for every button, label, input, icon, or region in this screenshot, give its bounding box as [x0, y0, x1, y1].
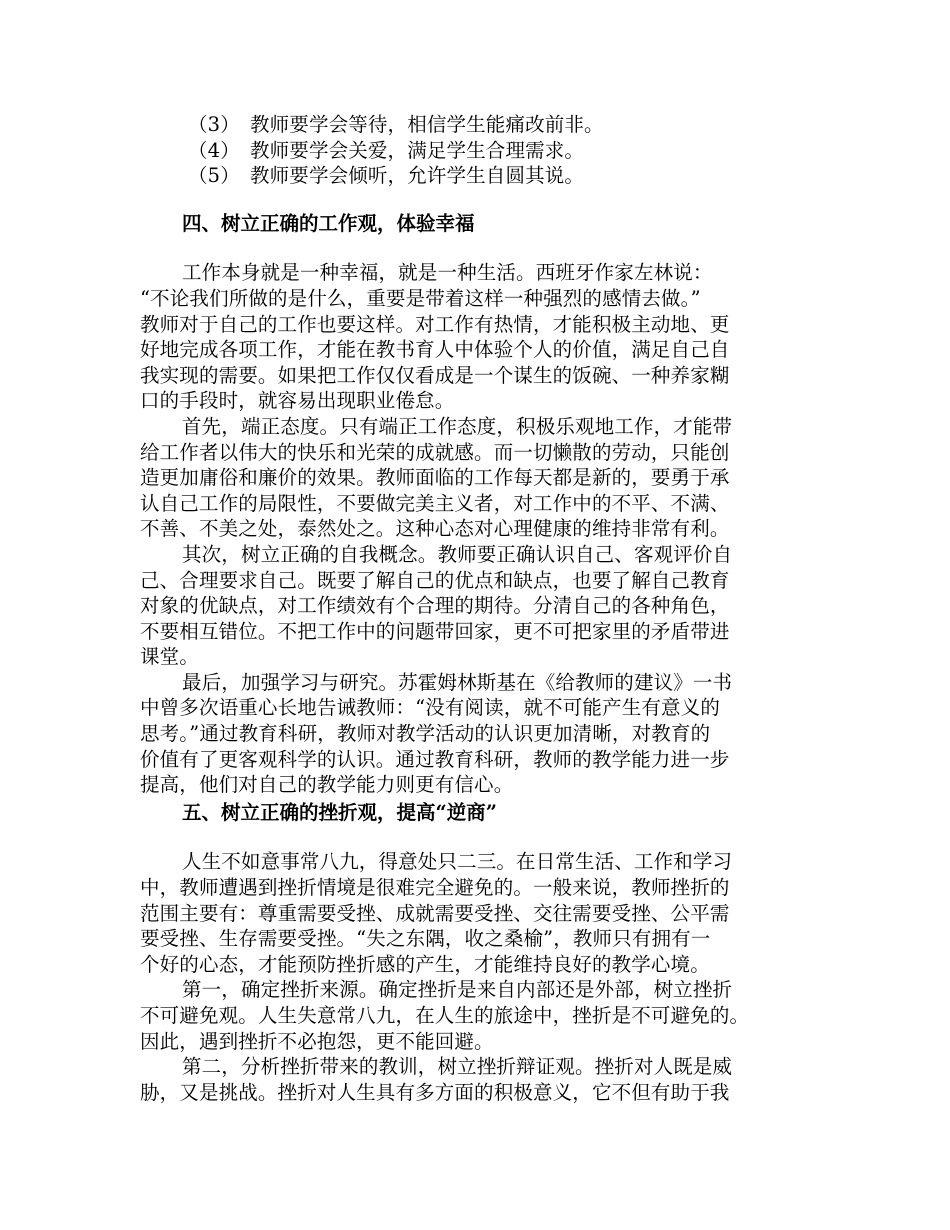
list-text: 教师要学会关爱，满足学生合理需求。: [250, 138, 585, 162]
paragraph-line: 要受挫、生存需要受挫。“失之东隅，收之桑榆”，教师只有拥有一: [140, 927, 711, 951]
paragraph-line: 第一，确定挫折来源。确定挫折是来自内部还是外部，树立挫折: [182, 978, 733, 1002]
paragraph-line: 最后，加强学习与研究。苏霍姆林斯基在《给教师的建议》一书: [182, 670, 733, 694]
section-heading-5: 五、树立正确的挫折观，提高“逆商”: [182, 800, 497, 824]
section-heading-4: 四、树立正确的工作观，体验幸福: [182, 211, 475, 235]
paragraph-line: 个好的心态，才能预防挫折感的产生，才能维持良好的教学心境。: [140, 952, 710, 976]
paragraph-line: 造更加庸俗和廉价的效果。教师面临的工作每天都是新的，要勇于承: [140, 466, 730, 490]
list-number: （3）: [188, 113, 240, 136]
paragraph-line: 教师对于自己的工作也要这样。对工作有热情，才能积极主动地、更: [140, 312, 730, 336]
paragraph-line: 范围主要有：尊重需要受挫、成就需要受挫、交往需要受挫、公平需: [140, 901, 730, 925]
list-number: （4）: [188, 138, 240, 162]
paragraph-line: 因此，遇到挫折不必抱怨，更不能回避。: [140, 1029, 494, 1053]
paragraph-line: 中，教师遭遇到挫折情境是很难完全避免的。一般来说，教师挫折的: [140, 876, 730, 900]
paragraph-line: 第二，分析挫折带来的教训，树立挫折辩证观。挫折对人既是威: [182, 1055, 733, 1079]
paragraph-line: 不可避免观。人生失意常八九，在人生的旅途中，挫折是不可避免的。: [140, 1004, 750, 1027]
paragraph-line: 不要相互错位。不把工作中的问题带回家，更不可把家里的矛盾带进: [140, 619, 730, 643]
paragraph-line: 其次，树立正确的自我概念。教师要正确认识自己、客观评价自: [182, 542, 733, 566]
paragraph-line: “不论我们所做的是什么，重要是带着这样一种强烈的感情去做。”: [140, 286, 701, 310]
paragraph: [140, 849, 800, 977]
list-item: [140, 112, 800, 138]
paragraph-line: 好地完成各项工作，才能在教书育人中体验个人的价值，满足自己自: [140, 338, 730, 362]
list-item: [140, 163, 800, 189]
paragraph: [140, 542, 800, 670]
list-text: 教师要学会倾听，允许学生自圆其说。: [250, 164, 585, 188]
paragraph: [140, 260, 800, 414]
document-page: [140, 112, 800, 1105]
paragraph-line: 思考。”通过教育科研，教师对教学活动的认识更加清晰，对教育的: [140, 722, 711, 746]
paragraph-line: 价值有了更客观科学的认识。通过教育科研，教师的教学能力进一步: [140, 747, 730, 771]
list-text: 教师要学会等待，相信学生能痛改前非。: [250, 113, 604, 136]
paragraph-line: 对象的优缺点，对工作绩效有个合理的期待。分清自己的各种角色，: [140, 594, 730, 618]
paragraph: [140, 977, 800, 1054]
paragraph-line: 首先，端正态度。只有端正工作态度，积极乐观地工作，才能带: [182, 414, 733, 438]
paragraph-line: 不善、不美之处，泰然处之。这种心态对心理健康的维持非常有利。: [140, 517, 730, 541]
list-item: [140, 138, 800, 164]
paragraph-line: 提高，他们对自己的教学能力则更有信心。: [140, 773, 514, 797]
paragraph-line: 中曾多次语重心长地告诫教师：“没有阅读，就不可能产生有意义的: [140, 696, 720, 720]
paragraph-line: 口的手段时，就容易出现职业倦怠。: [140, 389, 455, 413]
paragraph-line: 课堂。: [140, 645, 199, 669]
paragraph-line: 我实现的需要。如果把工作仅仅看成是一个谋生的饭碗、一种养家糊: [140, 363, 730, 387]
paragraph-line: 胁，又是挑战。挫折对人生具有多方面的积极意义，它不但有助于我: [140, 1080, 730, 1104]
paragraph-line: 人生不如意事常八九，得意处只二三。在日常生活、工作和学习: [182, 850, 733, 874]
list-number: （5）: [188, 164, 240, 188]
paragraph-line: 认自己工作的局限性，不要做完美主义者，对工作中的不平、不满、: [140, 491, 730, 515]
paragraph: [140, 1054, 800, 1105]
numbered-list: [140, 112, 800, 189]
paragraph-line: 工作本身就是一种幸福，就是一种生活。西班牙作家左林说：: [182, 261, 713, 285]
paragraph-line: 己、合理要求自己。既要了解自己的优点和缺点，也要了解自己教育: [140, 568, 730, 592]
paragraph-line: 给工作者以伟大的快乐和光荣的成就感。而一切懒散的劳动，只能创: [140, 440, 730, 464]
paragraph: [140, 414, 800, 542]
paragraph: [140, 670, 800, 798]
